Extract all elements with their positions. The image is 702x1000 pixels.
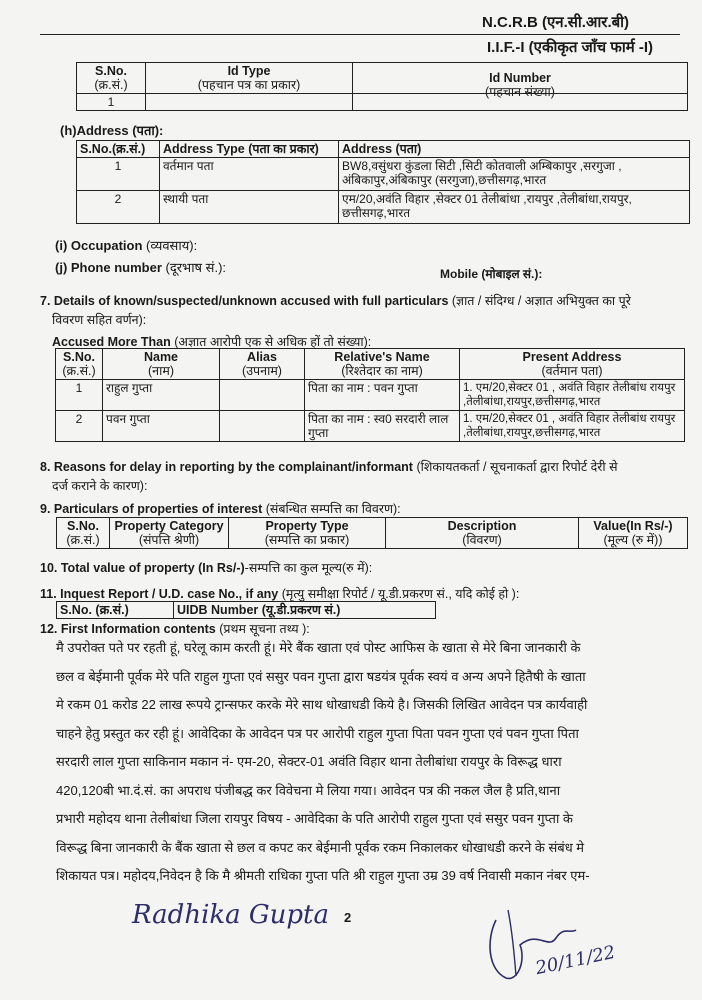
fir-line: मै उपरोक्त पते पर रहती हूं, घरेलू काम करती हूं। मेरे बैंक खाता एवं पोस्ट आफिस के खाता से मेरे बिना जानकारी के [56, 640, 581, 655]
section8-title-cont: दर्ज कराने के कारण): [52, 479, 148, 493]
table-row: 2 पवन गुप्ता पिता का नाम : स्व0 सरदारी लाल गुप्ता 1. एम/20,सेक्टर 01 , अवंति विहार तेलीबांध रायपुर ,तेलीबांधा,रायपुर,छत्तीसगढ़,भारत [56, 411, 685, 442]
fir-line: सरदारी लाल गुप्ता साकिनान मकान नं- एम-20, सेक्टर-01 अवंति विहार थाना तेलीबांधा रायपुर के विरूद्ध धारा [56, 754, 562, 769]
fir-line: चाहने हेतु प्रस्तुत कर रही हूं। आवेदिका के आवेदन पत्र पर आरोपी राहुल गुप्ता पिता पवन गुप्ता एवं पवन गुप्ता पिता [56, 725, 579, 741]
address-label: (h)Address (पता): [60, 123, 164, 138]
accused-col-address: Present Address (वर्तमान पता) [460, 349, 685, 380]
section8-title: 8. Reasons for delay in reporting by the complainant/informant (शिकायतकर्ता / सूचनाकर्ता द्वारा रिपोर्ट देरी से [40, 460, 618, 474]
table-row: 2 स्थायी पता एम/20,अवंति विहार ,सेक्टर 01 तेलीबांधा ,रायपुर ,तेलीबांधा,रायपुर, छत्तीसगढ़,भारत [77, 191, 690, 224]
id-col-number: Id Number (पहचान संख्या) [353, 63, 688, 94]
mobile-label: Mobile (मोबाइल सं.): [440, 267, 543, 281]
accused-table [55, 348, 685, 442]
accused-col-name: Name (नाम) [103, 349, 220, 380]
phone-label: (j) Phone number (दूरभाष सं.): [55, 260, 227, 275]
fir-line: शिकायत पत्र। महोदय,निवेदन है कि मै श्रीमती राधिका गुप्ता पति श्री राहुल गुप्ता उम्र 39 वर्ष निवासी मकान नंबर एम- [56, 868, 590, 883]
id-col-type: Id Type (पहचान पत्र का प्रकार) [146, 63, 353, 94]
address-table: S.No.(क्र.सं.) Address Type (पता का प्रकार) Address (पता) 1 वर्तमान पता BW8,वसुंधरा कुंडला सिटी ,सिटी कोतवाली अम्बिकापुर ,सरगुजा , अंबिकापुर,अंबिकापुर (सरगुजा),छत्तीसगढ़,भारत 2 स्थायी पता एम/20,अवंति विहार ,सेक्टर 01 तेलीबांधा ,रायपुर ,तेलीबांधा,रायपुर, छत्तीसगढ़,भारत [76, 140, 690, 224]
section11-title: 11. Inquest Report / U.D. case No., if any (मृत्यु समीक्षा रिपोर्ट / यू.डी.प्रकरण सं., यदि कोई हो ): [40, 587, 520, 601]
signature-right-date: 20/11/22 [533, 941, 618, 980]
section7-title: 7. Details of known/suspected/unknown accused with full particulars (ज्ञात / संदिग्ध / अज्ञात अभियुक्त का पूरे [40, 294, 631, 308]
id-table [76, 62, 688, 111]
signature-right-scribble [478, 890, 638, 990]
fir-line: विरूद्ध बिना जानकारी के बैंक खाता से छल व कपट कर बेईमानी पूर्वक रकम निकालकर धोखाधडी करने के संबंध मे [56, 839, 585, 855]
accused-more-label: Accused More Than (अज्ञात आरोपी एक से अधिक हों तो संख्या): [52, 335, 372, 349]
signature-left: Radhika Gupta [132, 900, 330, 930]
table-row: 1 [77, 94, 688, 111]
section10-title: 10. Total value of property (In Rs/-)-सम्पत्ति का कुल मूल्य(रु में): [40, 561, 373, 575]
section7-title-cont: विवरण सहित वर्णन): [52, 313, 147, 327]
section9-title: 9. Particulars of properties of interest (संबन्धित सम्पत्ति का विवरण): [40, 502, 401, 516]
ncrb-header: N.C.R.B (एन.सी.आर.बी) [482, 14, 630, 31]
section12-title: 12. First Information contents (प्रथम सूचना तथ्य ): [40, 622, 310, 636]
inquest-table: S.No. (क्र.सं.) UIDB Number (यू.डी.प्रकरण सं.) [56, 601, 436, 619]
table-row: 1 राहुल गुप्ता पिता का नाम : पवन गुप्ता 1. एम/20,सेक्टर 01 , अवंति विहार तेलीबांध रायपुर ,तेलीबांधा,रायपुर,छत्तीसगढ़,भारत [56, 380, 685, 411]
accused-col-sno: S.No. (क्र.सं.) [56, 349, 103, 380]
occupation-label: (i) Occupation (व्यवसाय): [55, 238, 198, 253]
table-row: 1 वर्तमान पता BW8,वसुंधरा कुंडला सिटी ,सिटी कोतवाली अम्बिकापुर ,सरगुजा , अंबिकापुर,अंबिकापुर (सरगुजा),छत्तीसगढ़,भारत [77, 158, 690, 191]
fir-line: छल व बेईमानी पूर्वक मेरे पति राहुल गुप्ता एवं ससुर पवन गुप्ता द्वारा षडयंत्र पूर्वक स्वयं व अन्य अपने हितैषी के खाता [56, 668, 586, 684]
id-col-sno: S.No. (क्र.सं.) [77, 63, 146, 94]
fir-line: प्रभारी महोदय थाना तेलीबांधा जिला रायपुर विषय - आवेदिका के पति आरोपी राहुल गुप्ता एवं ससुर पवन गुप्ता के [56, 811, 573, 826]
first-information-text [56, 634, 686, 891]
accused-col-alias: Alias (उपनाम) [220, 349, 305, 380]
property-table: S.No. (क्र.सं.) Property Category (संपत्ति श्रेणी) Property Type (सम्पत्ति का प्रकार) Description (विवरण) Value(In Rs/-) (मूल्य (रु में)) [56, 517, 688, 549]
iif-header: I.I.F.-I (एकीकृत जाँच फार्म -I) [487, 39, 654, 56]
fir-line: 420,120बी भा.दं.सं. का अपराध पंजीबद्ध कर विवेचना मे लिया गया। आवेदन पत्र की नकल जैल है प्रति,थाना [56, 782, 561, 798]
accused-col-relative: Relative's Name (रिश्तेदार का नाम) [305, 349, 460, 380]
fir-line: मे रकम 01 करोड 22 लाख रूपये ट्रान्सफर करके मेरे साथ धोखाधडी किये है। जिसकी लिखित आवेदन पत्र कार्यवाही [56, 697, 588, 712]
header-rule [40, 34, 680, 35]
page-number: 2 [344, 910, 352, 925]
